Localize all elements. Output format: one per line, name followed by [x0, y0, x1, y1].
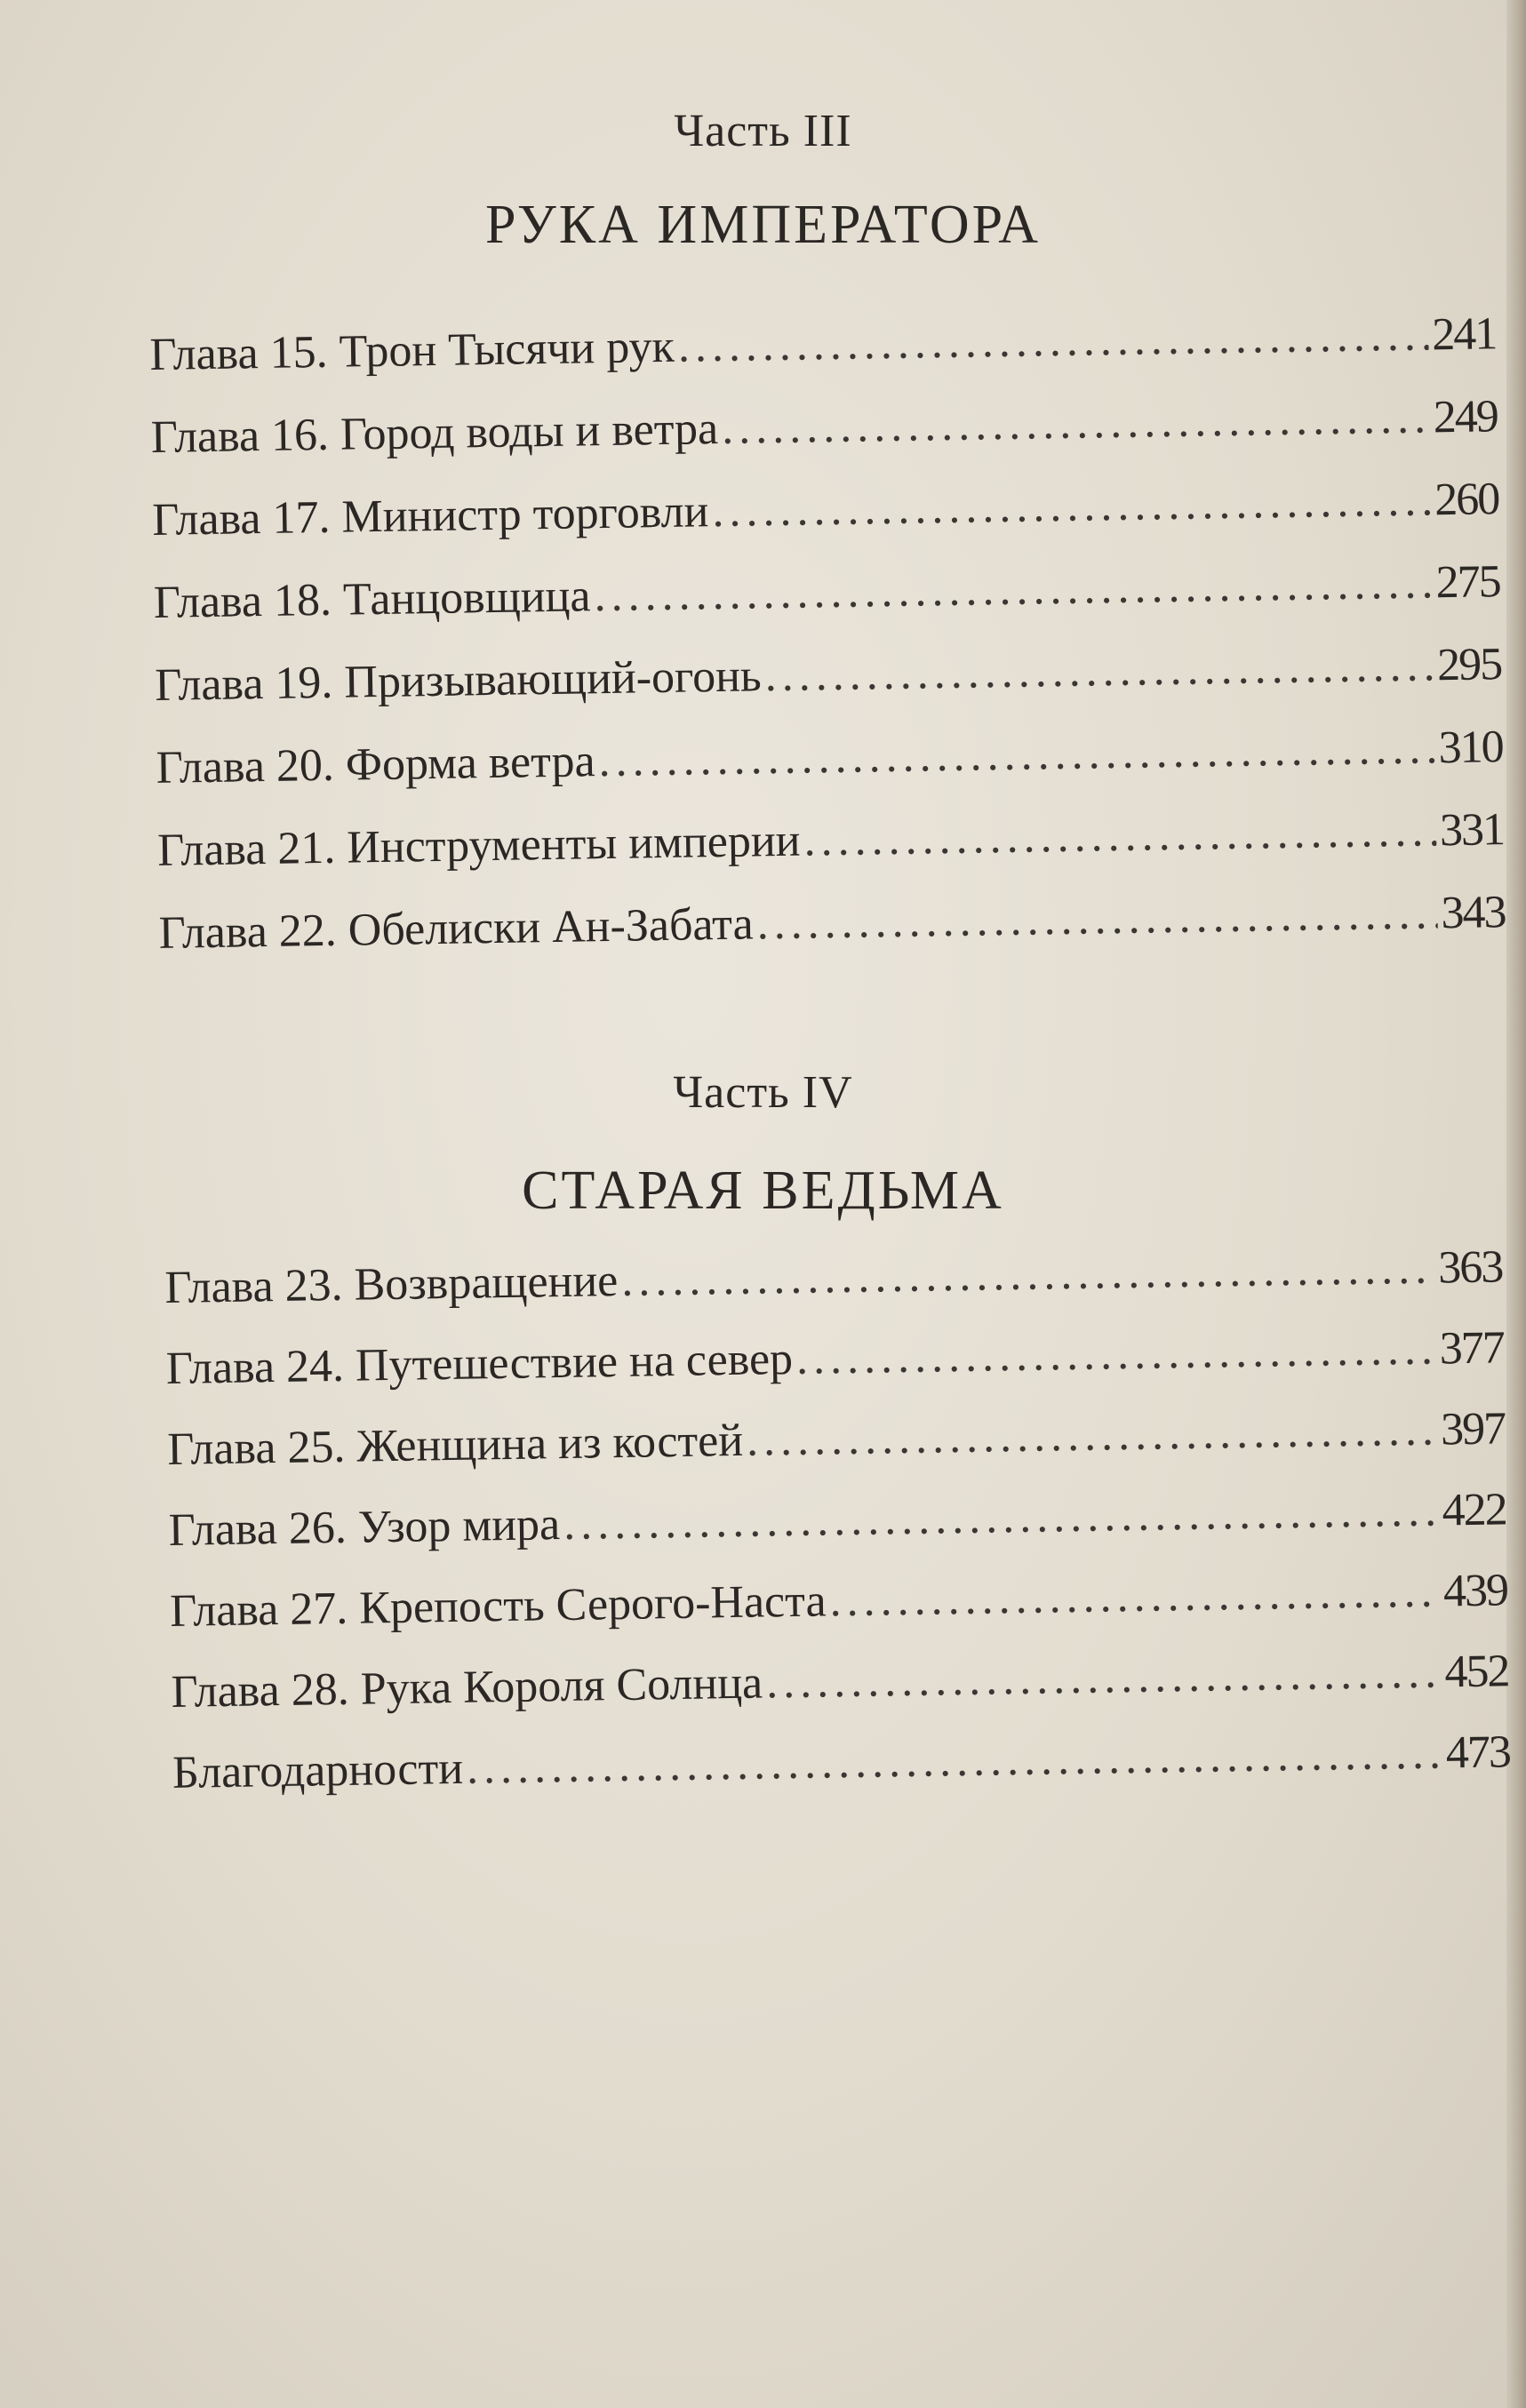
toc-leader-dots	[756, 887, 1438, 950]
toc-entry-page: 363	[1437, 1241, 1503, 1294]
toc-entry-page: 331	[1439, 804, 1505, 857]
toc-entry-title: Глава 26. Узор мира	[168, 1499, 561, 1556]
toc-leader-dots	[796, 1323, 1437, 1385]
toc-entry-title: Глава 17. Министр торговли	[151, 486, 709, 546]
toc-entry-page: 310	[1438, 722, 1504, 774]
toc-entry-page: 275	[1435, 556, 1501, 609]
toc-leader-dots	[829, 1566, 1440, 1628]
toc-leader-dots	[764, 639, 1434, 702]
toc-entry-page: 473	[1445, 1726, 1511, 1779]
toc-entry-title: Глава 23. Возвращение	[164, 1255, 619, 1313]
toc-part-4	[164, 1240, 1511, 1828]
toc-entry-title: Глава 19. Призывающий-огонь	[154, 650, 763, 711]
toc-part-3	[149, 307, 1506, 990]
part-4-title: СТАРАЯ ВЕДЬМА	[522, 1160, 1004, 1221]
toc-entry-page: 397	[1440, 1403, 1506, 1455]
toc-entry-title: Глава 22. Обелиски Ан-Забата	[158, 898, 755, 959]
toc-entry-page: 260	[1434, 474, 1499, 526]
toc-entry-title: Глава 25. Женщина из костей	[166, 1415, 744, 1475]
toc-leader-dots	[712, 474, 1432, 538]
toc-entry-page: 295	[1436, 639, 1502, 691]
toc-entry-page: 439	[1442, 1565, 1508, 1617]
toc-entry-title: Благодарности	[172, 1742, 464, 1798]
toc-leader-dots	[747, 1404, 1438, 1467]
toc-entry-page: 422	[1442, 1484, 1507, 1536]
toc-entry-title: Глава 16. Город воды и ветра	[150, 403, 719, 463]
toc-leader-dots	[722, 391, 1431, 455]
toc-entry-page: 249	[1433, 391, 1498, 443]
toc-entry-page: 343	[1441, 887, 1506, 939]
toc-entry-title: Глава 28. Рука Короля Солнца	[171, 1657, 763, 1718]
part-3-title: РУКА ИМПЕРАТОРА	[484, 195, 1042, 255]
toc-leader-dots	[803, 804, 1436, 866]
part-3-label: Часть III	[674, 106, 852, 156]
toc-entry-title: Глава 27. Крепость Серого-Наста	[169, 1575, 827, 1637]
toc-entry-page: 241	[1431, 308, 1497, 361]
toc-entry-title: Глава 24. Путешествие на север	[165, 1333, 794, 1394]
toc-leader-dots	[621, 1242, 1435, 1307]
part-4-label: Часть IV	[673, 1067, 853, 1118]
toc-entry-page: 452	[1443, 1646, 1509, 1698]
toc-entry-title: Глава 21. Инструменты империи	[156, 815, 801, 876]
toc-entry-title: Глава 15. Трон Тысячи рук	[149, 321, 675, 380]
toc-leader-dots	[677, 308, 1428, 372]
toc-entry-title: Глава 20. Форма ветра	[156, 736, 595, 793]
toc-entry-page: 377	[1439, 1322, 1505, 1375]
toc-entry-title: Глава 18. Танцовщица	[153, 570, 591, 628]
toc-leader-dots	[766, 1646, 1442, 1709]
